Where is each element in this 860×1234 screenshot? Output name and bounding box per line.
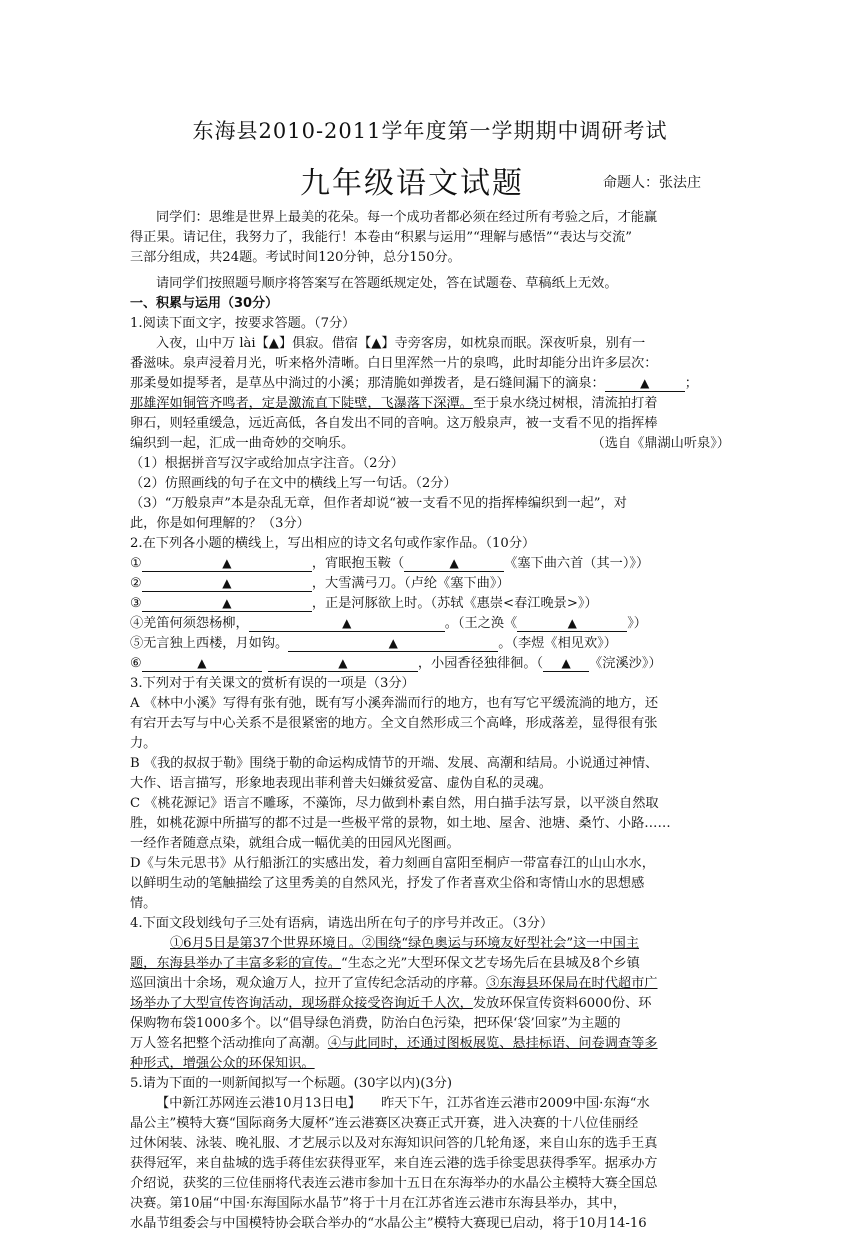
answer-blank[interactable] [543, 655, 589, 672]
intro-line: 三部分组成，共24题。考试时间120分钟，总分150分。 [130, 250, 461, 265]
item-text: ，宵眠抱玉鞍（ [311, 556, 405, 571]
item-number: ③ [130, 596, 142, 611]
news-line [130, 1094, 730, 1114]
item-text: 《浣溪沙》） [589, 656, 662, 671]
answer-blank[interactable] [142, 575, 312, 592]
passage-line [130, 374, 730, 394]
section-heading: 一、积累与运用（30分） [130, 296, 279, 311]
option-line: 有宕开去写与中心关系不是很紧密的地方。全文自然形成三个高峰，形成落差，显得很有张 [130, 716, 658, 731]
passage-text: “生态之光”大型环保文艺专场先后在县城及8个乡镇 [341, 956, 640, 971]
underlined-sentence: 场举办了大型宣传咨询活动，现场群众接受咨询近千人次， [130, 996, 473, 1011]
subject-title: 九年级语文试题 [300, 166, 524, 201]
item-text: ④羌笛何须怨杨柳， [130, 616, 249, 631]
news-dateline: 【中新江苏网连云港10月13日电】 [156, 1096, 361, 1111]
news-line: 决赛。第10届“中国·东海国际水晶节”将于十月在江苏省连云港市东海县举办，其中， [130, 1196, 627, 1211]
answer-blank[interactable] [142, 595, 312, 612]
item-text: ，正是河豚欲上时。（苏轼《惠崇<春江晚景>》） [311, 596, 598, 611]
news-line: 过休闲装、泳装、晚礼服、才艺展示以及对东海知识问答的几轮角逐，来自山东的选手王真 [130, 1136, 658, 1151]
exam-title: 东海县2010-2011学年度第一学期期中调研考试 [192, 119, 668, 143]
item-text: ，小园香径独徘徊。（ [417, 656, 544, 671]
intro-line: 得正果。请记住，我努力了，我能行！本卷由“积累与运用”“理解与感悟”“表达与交流” [130, 230, 633, 245]
item-number: ② [130, 576, 142, 591]
passage-text: 发放环保宣传资料6000份、环 [472, 996, 652, 1011]
item-number: ⑥ [130, 656, 142, 671]
question-stem: 4.下面文段划线句子三处有语病，请选出所在句子的序号并改正。（3分） [130, 916, 554, 931]
passage-text: 巡回演出十余场，观众逾万人，拉开了宣传纪念活动的序幕。 [130, 976, 487, 991]
underlined-sentence: ③东海县环保局在时代超市广 [486, 976, 658, 991]
passage-text: 万人签名把整个活动推向了高潮。 [130, 1036, 328, 1051]
blank-mark: ▲ [449, 556, 459, 570]
option-line: 胜，如桃花源中所描写的都不过是一些极平常的景物，如土地、屋舍、池塘、桑竹、小路…… [130, 816, 671, 831]
poem-item [130, 654, 730, 674]
option-line: C 《桃花源记》语言不雕琢，不藻饰，尽力做到朴素自然，用白描手法写景，以平淡自然取 [130, 796, 659, 811]
blank-mark: ▲ [388, 636, 398, 650]
passage-line: 种形式，增强公众的环保知识。 [130, 1056, 315, 1071]
option-line: B 《我的叔叔于勒》围绕于勒的命运构成情节的开端、发展、高潮和结局。小说通过神情、 [130, 756, 659, 771]
passage-line [130, 954, 730, 974]
item-number: ① [130, 556, 142, 571]
passage-line: 保购物布袋1000多个。以“倡导绿色消费，防治白色污染，把环保‘袋’回家”为主题的 [130, 1016, 621, 1031]
exam-body [130, 208, 730, 1234]
question-stem: 2.在下列各小题的横线上，写出相应的诗文名句或作家作品。（10分） [130, 536, 536, 551]
option-line: 以鲜明生动的笔触描绘了这里秀美的自然风光，抒发了作者喜欢尘俗和寄情山水的思想感 [130, 876, 645, 891]
question-stem: 5.请为下面的一则新闻拟写一个标题。(30字以内)(3分) [130, 1076, 453, 1091]
passage-source: （选自《鼎湖山听泉》） [591, 436, 730, 451]
blank-mark: ▲ [222, 576, 232, 590]
passage-text: 那柔曼如提琴者，是草丛中淌过的小溪；那清脆如弹拨者，是石缝间漏下的滴泉： [130, 376, 605, 391]
passage-line: 卵石，则轻重缓急，远近高低，各自发出不同的音响。这万般泉声，被一支看不见的指挥棒 [130, 416, 658, 431]
news-line: 晶公主”模特大赛“国际商务大厦杯”连云港赛区决赛正式开赛，进入决赛的十八位佳丽经 [130, 1116, 639, 1131]
option-line: 大作、语言描写，形象地表现出菲利普夫妇嫌贫爱富、虚伪自私的灵魂。 [130, 776, 552, 791]
blank-mark: ▲ [561, 656, 571, 670]
answer-blank[interactable] [142, 555, 312, 572]
passage-line [130, 394, 730, 414]
question-stem: 1.阅读下面文字，按要求答题。（7分） [130, 316, 356, 331]
news-line: 水晶节组委会与中国模特协会联合举办的“水晶公主”模特大赛现已启动，将于10月14-16 [130, 1216, 647, 1231]
question-stem: 3.下列对于有关课文的赏析有误的一项是（3分） [130, 676, 415, 691]
passage-text: ； [684, 376, 698, 391]
option-line: A 《林中小溪》写得有张有弛，既有写小溪奔湍而行的地方，也有写它平缓流淌的地方，还 [130, 696, 659, 711]
intro-line: 同学们：思维是世界上最美的花朵。每一个成功者都必须在经过所有考验之后，才能赢 [156, 210, 658, 225]
sub-question: （3）“万般泉声”本是杂乱无章，但作者却说“被一支看不见的指挥棒编织到一起”，对 [130, 496, 627, 511]
underlined-sentence: 那雄浑如铜管齐鸣者，定是激流直下陡壁，飞瀑落下深潭。 [130, 396, 473, 411]
item-text: 《塞下曲六首（其一）》） [504, 556, 650, 571]
underlined-sentence: 题，东海县举办了丰富多彩的宣传。 [130, 956, 341, 971]
passage-line [130, 974, 730, 994]
sub-question: （1）根据拼音写汉字或给加点字注音。（2分） [130, 456, 404, 471]
passage-line [130, 1034, 730, 1054]
blank-mark: ▲ [338, 656, 348, 670]
blank-mark: ▲ [342, 616, 352, 630]
blank-mark: ▲ [640, 376, 650, 390]
answer-blank[interactable] [268, 655, 418, 672]
answer-blank[interactable] [142, 655, 262, 672]
blank-mark: ▲ [222, 596, 232, 610]
blank-mark: ▲ [197, 656, 207, 670]
option-line: D《与朱元思书》从行船浙江的实感出发，着力刻画自富阳至桐庐一带富春江的山山水水， [130, 856, 655, 871]
poem-item [130, 594, 730, 614]
news-line: 介绍说，获奖的三位佳丽将代表连云港市参加十五日在东海举办的水晶公主模特大赛全国总 [130, 1176, 658, 1191]
poem-item [130, 614, 730, 634]
passage-line [130, 994, 730, 1014]
item-text: ⑤无言独上西楼，月如钩。 [130, 636, 289, 651]
item-text: 。（王之涣《 [444, 616, 518, 631]
answer-blank[interactable] [249, 615, 445, 632]
passage-line: 番滋味。泉声浸着月光，听来格外清晰。白日里浑然一片的泉鸣，此时却能分出许多层次： [130, 356, 658, 371]
answer-blank[interactable] [404, 555, 504, 572]
underlined-sentence: ④与此同时，还通过图板展览、悬挂标语、问卷调查等多 [327, 1036, 658, 1051]
option-line: 一经作者随意点染，就组合成一幅优美的田园风光图画。 [130, 836, 460, 851]
sub-question: （2）仿照画线的句子在文中的横线上写一句话。（2分） [130, 476, 457, 491]
poem-item [130, 554, 730, 574]
poem-item [130, 634, 730, 654]
blank-mark: ▲ [567, 616, 577, 630]
news-text: 昨天下午，江苏省连云港市2009中国·东海“水 [381, 1096, 650, 1111]
item-text: 》） [627, 616, 647, 631]
answer-blank[interactable] [288, 635, 498, 652]
news-line: 获得冠军，来自盐城的选手蒋佳宏获得亚军，来自连云港的选手徐雯思获得季军。据承办方 [130, 1156, 658, 1171]
passage-line: 入夜，山中万 lài【▲】俱寂。借宿【▲】寺旁客房，如枕泉而眠。深夜听泉，别有一 [156, 336, 646, 351]
sub-question: 此，你是如何理解的？（3分） [130, 516, 310, 531]
passage-text: 至于泉水绕过树根，清流拍打着 [472, 396, 658, 411]
passage-line: ①6月5日是第37个世界环境日。②围绕“绿色奥运与环境友好型社会”这一中国主 [170, 936, 640, 951]
poem-item [130, 574, 730, 594]
answer-blank[interactable] [605, 375, 685, 392]
passage-line [130, 434, 730, 454]
item-text: 。（李煜《相见欢》） [498, 636, 617, 651]
answer-blank[interactable] [517, 615, 627, 632]
blank-mark: ▲ [222, 556, 232, 570]
option-line: 情。 [130, 896, 157, 911]
option-line: 力。 [130, 736, 157, 751]
author-line: 命题人：张法庄 [603, 175, 701, 191]
passage-text: 编织到一起，汇成一曲奇妙的交响乐。 [130, 436, 355, 451]
instruction-line: 请同学们按照题号顺序将答案写在答题纸规定处，答在试题卷、草稿纸上无效。 [156, 276, 618, 291]
item-text: ，大雪满弓刀。（卢纶《塞下曲》） [311, 576, 510, 591]
